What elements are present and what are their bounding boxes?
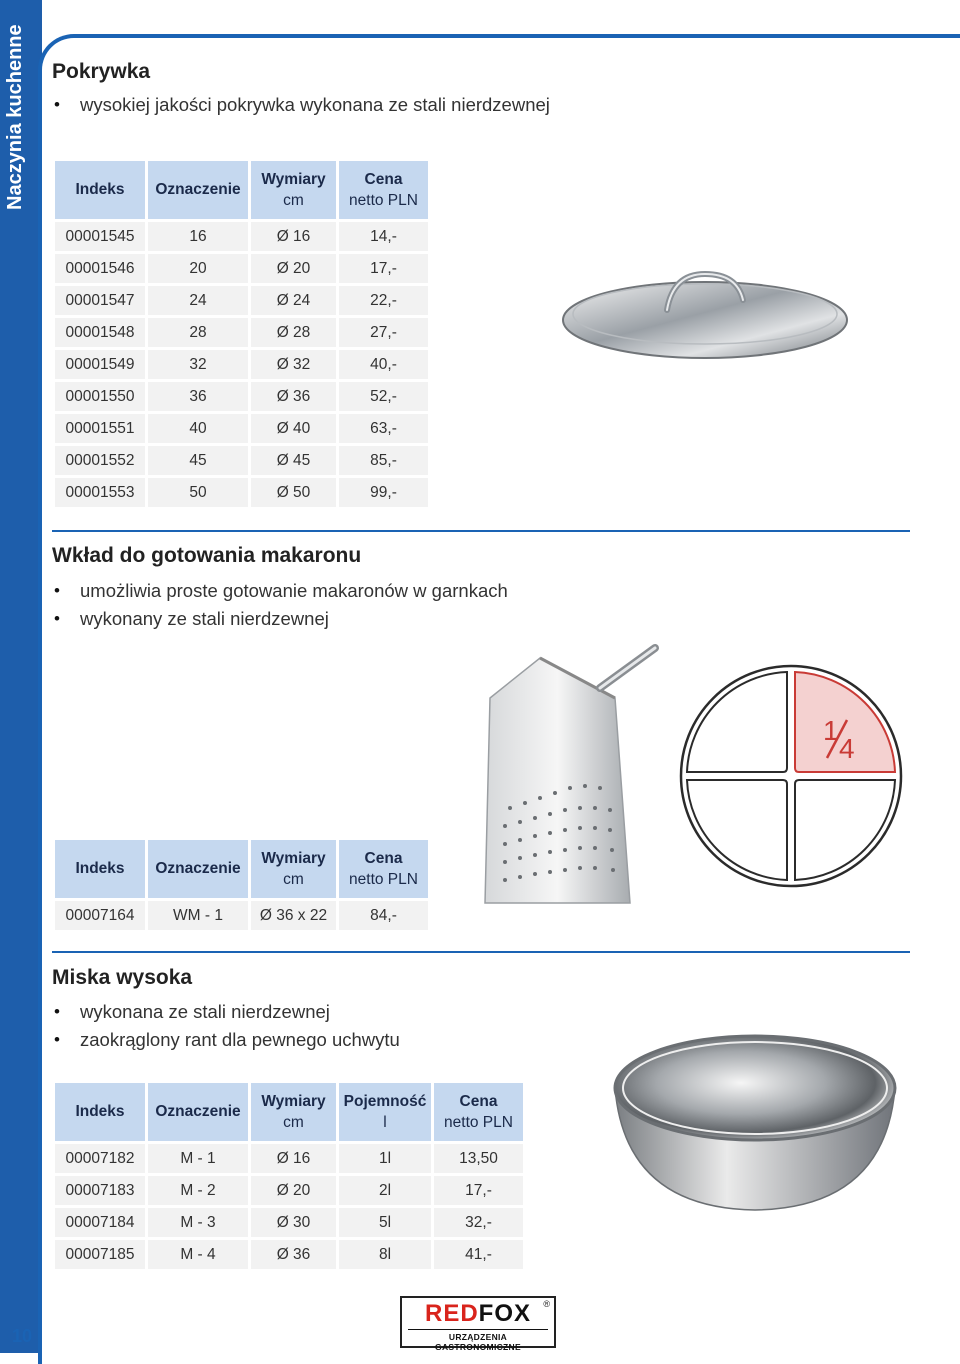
table-cell: Ø 50	[251, 478, 336, 507]
logo-brand: REDFOX	[424, 1300, 531, 1327]
col-header-designation: Oznaczenie	[148, 161, 248, 219]
table-cell: Ø 36 x 22	[251, 901, 336, 930]
table-cell: 1l	[339, 1144, 431, 1173]
table-cell: Ø 16	[251, 1144, 336, 1173]
section-title-pasta-insert: Wkład do gotowania makaronu	[52, 544, 362, 567]
table-cell: 16	[148, 222, 248, 251]
bowl-image	[605, 1028, 905, 1213]
bullet-list-pasta-insert	[42, 577, 508, 633]
table-header-row	[55, 1083, 523, 1141]
table-cell: 40,-	[339, 350, 428, 379]
table-cell: 00007183	[55, 1176, 145, 1205]
table-cell: 00001552	[55, 446, 145, 475]
table-cell: 27,-	[339, 318, 428, 347]
bullet-item: • wykonana ze stali nierdzewnej	[42, 998, 400, 1026]
table-row	[55, 478, 428, 507]
table-cell: 00007182	[55, 1144, 145, 1173]
table-row	[55, 414, 428, 443]
table-header-row	[55, 840, 428, 898]
table-cell: Ø 40	[251, 414, 336, 443]
table-cell: 00007184	[55, 1208, 145, 1237]
bullet-list-lid	[42, 91, 550, 119]
table-header-row	[55, 161, 428, 219]
table-cell: Ø 20	[251, 1176, 336, 1205]
table-cell: 63,-	[339, 414, 428, 443]
section-title-bowl: Miska wysoka	[52, 966, 193, 989]
redfox-logo	[400, 1296, 556, 1352]
lid-image	[555, 262, 855, 362]
table-cell: 00001551	[55, 414, 145, 443]
section-divider	[52, 530, 910, 532]
bullet-item: • wysokiej jakości pokrywka wykonana ze stali nierdzewnej	[42, 91, 550, 119]
sidebar-title	[4, 174, 27, 210]
table-cell: 85,-	[339, 446, 428, 475]
table-row	[55, 222, 428, 251]
table-cell: 50	[148, 478, 248, 507]
table-cell: 32,-	[434, 1208, 523, 1237]
table-cell: 32	[148, 350, 248, 379]
section-title-lid: Pokrywka	[52, 60, 151, 83]
table-row	[55, 1144, 523, 1173]
bullet-item: • zaokrąglony rant dla pewnego uchwytu	[42, 1026, 400, 1054]
logo-tagline: URZĄDZENIA GASTRONOMICZNE	[408, 1329, 548, 1352]
price-table-pasta-insert	[52, 837, 431, 933]
col-header-price: Cena netto PLN	[339, 840, 428, 898]
table-row	[55, 350, 428, 379]
table-cell: 00007164	[55, 901, 145, 930]
col-header-dimensions: Wymiary cm	[251, 840, 336, 898]
table-cell: Ø 36	[251, 1240, 336, 1269]
table-row	[55, 382, 428, 411]
table-cell: 00001549	[55, 350, 145, 379]
table-cell: 40	[148, 414, 248, 443]
table-cell: 00001550	[55, 382, 145, 411]
table-cell: 00001548	[55, 318, 145, 347]
table-row	[55, 901, 428, 930]
table-cell: 17,-	[339, 254, 428, 283]
table-cell: 8l	[339, 1240, 431, 1269]
table-cell: 14,-	[339, 222, 428, 251]
col-header-dimensions: Wymiary cm	[251, 1083, 336, 1141]
table-row	[55, 1208, 523, 1237]
col-header-dimensions: Wymiary cm	[251, 161, 336, 219]
table-cell: M - 3	[148, 1208, 248, 1237]
table-row	[55, 254, 428, 283]
table-cell: 22,-	[339, 286, 428, 315]
col-header-index: Indeks	[55, 161, 145, 219]
table-cell: 17,-	[434, 1176, 523, 1205]
table-cell: 00001553	[55, 478, 145, 507]
table-cell: 13,50	[434, 1144, 523, 1173]
col-header-capacity: Pojemność l	[339, 1083, 431, 1141]
table-cell: 20	[148, 254, 248, 283]
section-divider	[52, 951, 910, 953]
col-header-price: Cena netto PLN	[434, 1083, 523, 1141]
fraction-numerator: 1	[823, 715, 839, 746]
table-cell: Ø 16	[251, 222, 336, 251]
table-cell: Ø 36	[251, 382, 336, 411]
table-cell: Ø 28	[251, 318, 336, 347]
table-cell: 5l	[339, 1208, 431, 1237]
col-header-index: Indeks	[55, 1083, 145, 1141]
table-cell: Ø 20	[251, 254, 336, 283]
table-cell: 00001546	[55, 254, 145, 283]
table-cell: Ø 24	[251, 286, 336, 315]
table-cell: Ø 32	[251, 350, 336, 379]
price-table-lid	[52, 158, 431, 510]
col-header-designation: Oznaczenie	[148, 840, 248, 898]
bullet-list-bowl	[42, 998, 400, 1054]
table-cell: 00001545	[55, 222, 145, 251]
table-cell: 52,-	[339, 382, 428, 411]
table-row	[55, 1176, 523, 1205]
table-cell: 24	[148, 286, 248, 315]
price-table-bowl	[52, 1080, 526, 1272]
table-cell: M - 2	[148, 1176, 248, 1205]
registered-mark: ®	[543, 1299, 550, 1309]
table-cell: 2l	[339, 1176, 431, 1205]
table-cell: 36	[148, 382, 248, 411]
table-cell: Ø 30	[251, 1208, 336, 1237]
table-cell: 99,-	[339, 478, 428, 507]
table-cell: M - 1	[148, 1144, 248, 1173]
table-cell: 41,-	[434, 1240, 523, 1269]
table-cell: M - 4	[148, 1240, 248, 1269]
col-header-price: Cena netto PLN	[339, 161, 428, 219]
table-cell: 00007185	[55, 1240, 145, 1269]
table-cell: 00001547	[55, 286, 145, 315]
table-row	[55, 1240, 523, 1269]
bullet-item: • wykonany ze stali nierdzewnej	[42, 605, 508, 633]
table-cell: Ø 45	[251, 446, 336, 475]
table-row	[55, 446, 428, 475]
fraction-denominator: 4	[839, 733, 855, 764]
table-row	[55, 318, 428, 347]
pasta-insert-image	[480, 628, 660, 908]
table-cell: 84,-	[339, 901, 428, 930]
table-cell: 45	[148, 446, 248, 475]
quarter-diagram	[677, 662, 905, 890]
col-header-index: Indeks	[55, 840, 145, 898]
table-cell: 28	[148, 318, 248, 347]
page-number: 10	[12, 1326, 33, 1346]
col-header-designation: Oznaczenie	[148, 1083, 248, 1141]
bullet-item: • umożliwia proste gotowanie makaronów w garnkach	[42, 577, 508, 605]
table-cell: WM - 1	[148, 901, 248, 930]
table-row	[55, 286, 428, 315]
